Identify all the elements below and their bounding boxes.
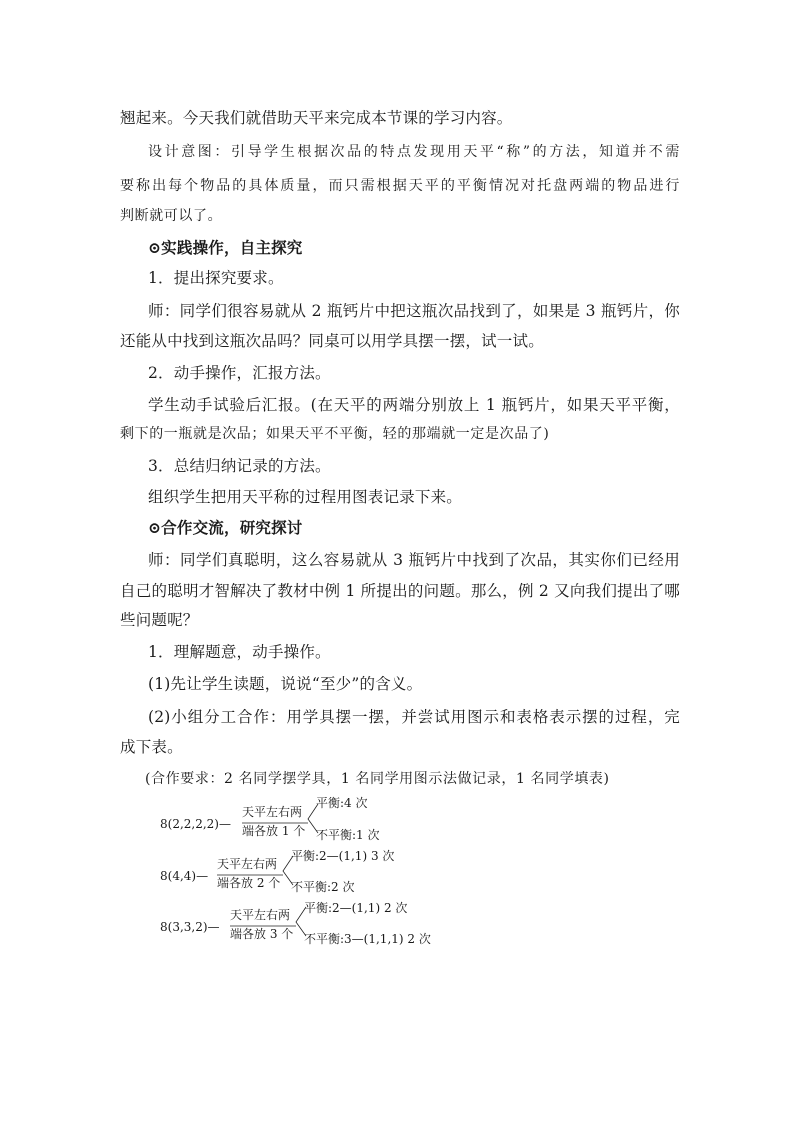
substep-2-line-2: 成下表。: [120, 738, 183, 756]
diagram-row2-start: 8(4,4)—: [160, 869, 209, 883]
substep-1: (1)先让学生读题，说说“至少”的含义。: [148, 675, 423, 693]
teacher-line-1: 师：同学们很容易就从 2 瓶钙片中把这瓶次品找到了，如果是 3 瓶钙片，你: [148, 302, 680, 320]
design-intent-line-3: 判断就可以了。: [120, 208, 223, 224]
record-line: 组织学生把用天平称的过程用图表记录下来。: [148, 488, 463, 506]
section-heading-practice: ⊙实践操作，自主探究: [148, 238, 303, 257]
step-1-heading: 1．提出探究要求。: [148, 269, 284, 287]
step-1b-heading: 1．理解题意，动手操作。: [148, 643, 331, 661]
diagram-row1-balanced: 平衡:4 次: [316, 796, 368, 810]
cooperation-requirements: (合作要求：2 名同学摆学具，1 名同学用图示法做记录，1 名同学填表): [145, 771, 610, 787]
teacher-line-5: 些问题呢？: [120, 611, 199, 629]
design-intent-line-1: 设计意图：引导学生根据次品的特点发现用天平“称”的方法，知道并不需: [148, 144, 680, 160]
diagram-row1-start: 8(2,2,2,2)—: [160, 817, 231, 831]
step-3-heading: 3．总结归纳记录的方法。: [148, 457, 331, 475]
diagram-row2-bottom: 端各放 2 个: [217, 876, 281, 890]
diagram-row2-balanced: 平衡:2—(1,1) 3 次: [291, 849, 395, 863]
diagram-row3-top: 天平左右两: [230, 908, 291, 922]
diagram-row3-balanced: 平衡:2—(1,1) 2 次: [304, 901, 408, 915]
diagram-row2-unbalanced: 不平衡:2 次: [291, 880, 355, 894]
step-2-heading: 2．动手操作，汇报方法。: [148, 364, 331, 382]
diagram-row1-unbalanced: 不平衡:1 次: [316, 828, 380, 842]
diagram-row1-top: 天平左右两: [242, 805, 303, 819]
student-report-line-1: 学生动手试验后汇报。(在天平的两端分别放上 1 瓶钙片，如果天平平衡，: [148, 396, 680, 414]
teacher-line-4: 自己的聪明才智解决了教材中例 1 所提出的问题。那么，例 2 又向我们提出了哪: [120, 582, 680, 600]
diagram-row1-bottom: 端各放 1 个: [242, 824, 306, 838]
design-intent-line-2: 要称出每个物品的具体质量，而只需根据天平的平衡情况对托盘两端的物品进行: [120, 178, 680, 194]
text-line-1: 翘起来。今天我们就借助天平来完成本节课的学习内容。: [120, 109, 513, 127]
section-heading-discussion: ⊙合作交流，研究探讨: [148, 518, 303, 537]
diagram-row3-unbalanced: 不平衡:3—(1,1,1) 2 次: [304, 932, 431, 946]
diagram-row3-start: 8(3,3,2)—: [160, 920, 220, 934]
weighing-diagram: [150, 795, 480, 955]
teacher-line-3: 师：同学们真聪明，这么容易就从 3 瓶钙片中找到了次品，其实你们已经用: [148, 551, 680, 569]
substep-2-line-1: (2)小组分工合作：用学具摆一摆，并尝试用图示和表格表示摆的过程，完: [148, 708, 680, 726]
teacher-line-2: 还能从中找到这瓶次品吗？同桌可以用学具摆一摆，试一试。: [120, 332, 544, 350]
diagram-row3-bottom: 端各放 3 个: [230, 927, 294, 941]
student-report-line-2: 剩下的一瓶就是次品；如果天平不平衡，轻的那端就一定是次品了): [120, 426, 550, 442]
diagram-row2-top: 天平左右两: [217, 857, 278, 871]
